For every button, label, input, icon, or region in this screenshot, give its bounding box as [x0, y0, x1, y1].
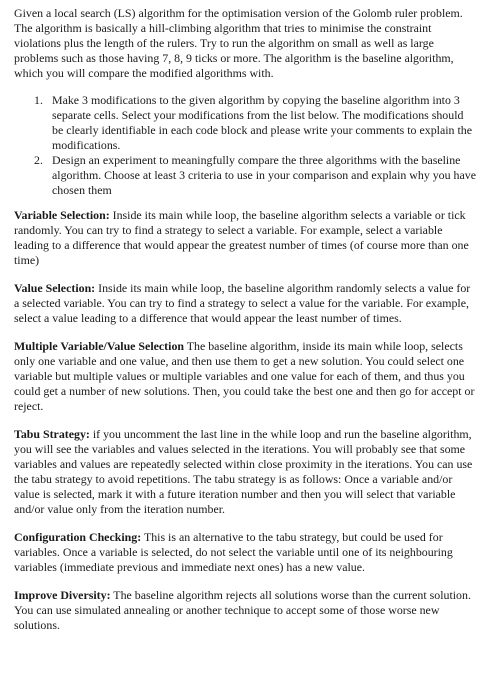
section-body: The baseline algorithm rejects all solutions worse than the current solution. You can use simulated annealing or another technique to accept some of those worse new solutions. — [14, 588, 471, 632]
section-title: Multiple Variable/Value Selection — [14, 339, 184, 353]
task-text: Make 3 modifications to the given algorithm by copying the baseline algorithm into 3 separate cells. Select your modifications from the list below. The modifications should be clearly identifiable in each code block and please write your comments to explain the modifications. — [52, 93, 472, 152]
task-item — [34, 93, 476, 153]
section-variable-selection — [14, 208, 476, 268]
section-title: Variable Selection: — [14, 208, 110, 222]
intro-paragraph: Given a local search (LS) algorithm for the optimisation version of the Golomb ruler problem. The algorithm is basically a hill-climbing algorithm that tries to minimise the constraint violations plus the length of the rulers. Try to run the algorithm on small as well as large problems such as those having 7, 8, 9 ticks or more. The algorithm is the baseline algorithm, which you will compare the modified algorithms with. — [14, 6, 463, 80]
task-item — [34, 153, 476, 198]
task-number: 1. — [34, 93, 43, 107]
section-body: if you uncomment the last line in the while loop and run the baseline algorithm, you will see the variables and values selected in the iterations. You will probably see that some variables and values are repeatedly selected within close proximity in the iterations. You can use the tabu strategy to avoid repetitions. The tabu strategy is as follows: Once a variable and/or value is selected, mark it with a future iteration number and then you will select that variable and/or value only from the iteration number. — [14, 427, 473, 516]
task-list — [14, 93, 476, 198]
section-body: Inside its main while loop, the baseline algorithm randomly selects a value for a selected variable. You can try to find a strategy to select a value for the variable. For example, select a value leading to a difference that would appear the least number of times. — [14, 281, 471, 325]
task-number: 2. — [34, 153, 43, 167]
section-title: Value Selection: — [14, 281, 96, 295]
section-body: This is an alternative to the tabu strategy, but could be used for variables. Once a variable is selected, do not select the variable until one of its neighbouring variables (immediate previous and immediate next ones) has a new value. — [14, 530, 453, 574]
section-title: Tabu Strategy: — [14, 427, 90, 441]
section-configuration-checking — [14, 530, 476, 575]
section-multiple-selection — [14, 339, 476, 414]
section-value-selection — [14, 281, 476, 326]
section-improve-diversity — [14, 588, 476, 633]
section-body: Inside its main while loop, the baseline algorithm selects a variable or tick randomly. You can try to find a strategy to select a variable. For example, select a variable leading to a difference that would appear the greatest number of times (of course more than one time) — [14, 208, 469, 267]
section-title: Improve Diversity: — [14, 588, 111, 602]
section-tabu-strategy — [14, 427, 476, 517]
section-title: Configuration Checking: — [14, 530, 142, 544]
task-text: Design an experiment to meaningfully compare the three algorithms with the baseline algorithm. Choose at least 3 criteria to use in your comparison and explain why you have chosen them — [52, 153, 476, 197]
section-body: The baseline algorithm, inside its main while loop, selects only one variable and one value, and then use them to get a new solution. You could select one variable but multiple values or multiple variables and one value for each of them, and thus you could get a number of new solutions. Then, you could take the best one and then go for accept or reject. — [14, 339, 475, 413]
